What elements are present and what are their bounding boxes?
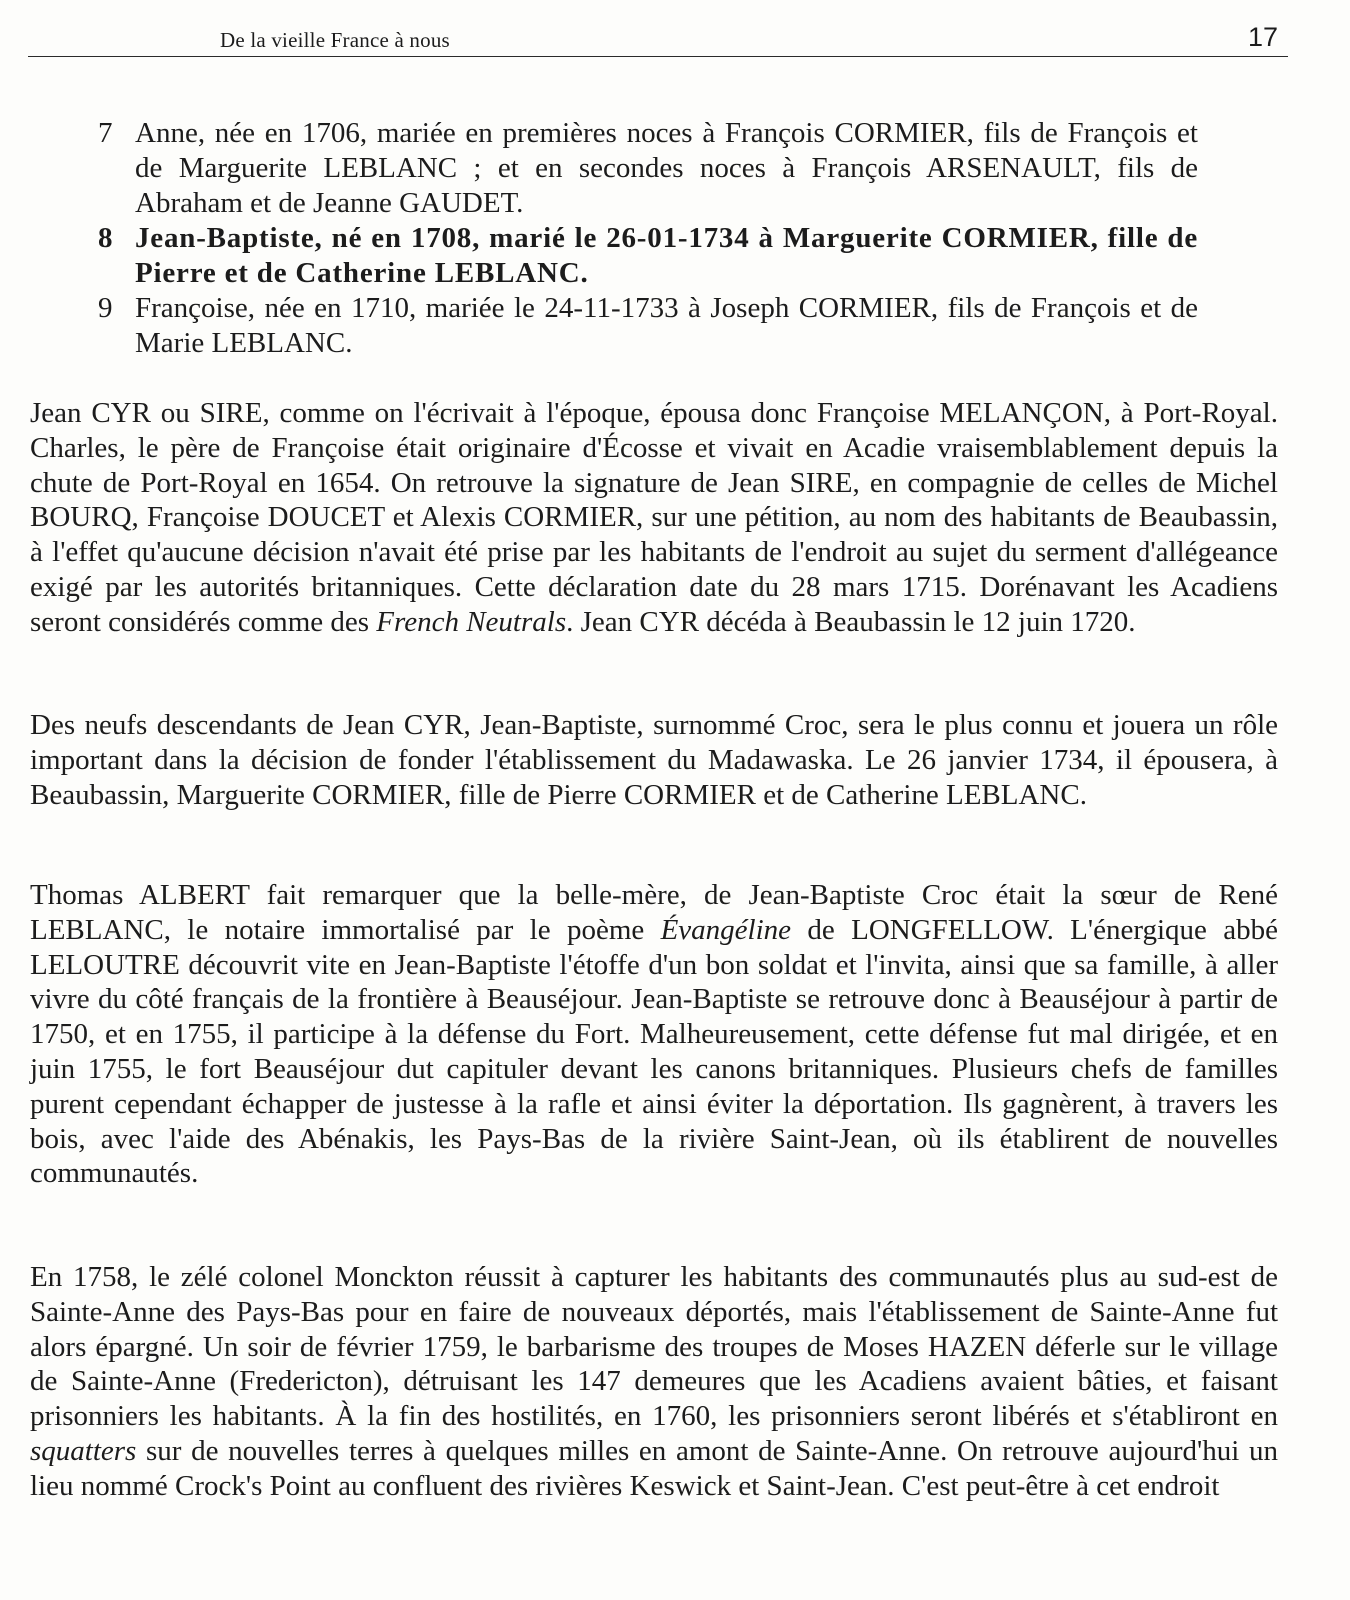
paragraph-text: Thomas ALBERT fait remarquer que la belle-mère, de Jean-Baptiste Croc était la sœur de René LEBLANC, le notaire immortalisé par le poème bbox=[30, 879, 1278, 946]
paragraph-text: Jean CYR ou SIRE, comme on l'écrivait à l'époque, épousa donc Françoise MELANÇON, à Port-Royal. Charles, le père de Françoise était originaire d'Écosse et vivait en Acadie vraisemblablement depuis la chute de Port-Royal en 1654. On retrouve la signature de Jean SIRE, en compagnie de celles de Michel BOURQ, Françoise DOUCET et Alexis CORMIER, sur une pétition, au nom des habitants de Beaubassin, à l'effet qu'aucune décision n'avait été prise par les habitants de l'endroit au sujet du serment d'allégeance exigé par les autorités britanniques. Cette déclaration date du 28 mars 1715. Dorénavant les Acadiens seront considérés comme des bbox=[30, 397, 1278, 638]
paragraph-text: Des neufs descendants de Jean CYR, Jean-Baptiste, surnommé Croc, sera le plus connu et jouera un rôle important dans la décision de fonder l'établissement du Madawaska. Le 26 janvier 1734, il épousera, à Beaubassin, Marguerite CORMIER, fille de Pierre CORMIER et de Catherine LEBLANC. bbox=[30, 709, 1278, 811]
page-header bbox=[28, 22, 1288, 57]
list-item-number: 8 bbox=[98, 222, 114, 254]
paragraph-italic-text: squatters bbox=[30, 1434, 137, 1467]
list-item-text: Françoise, née en 1710, mariée le 24-11-1733 à Joseph CORMIER, fils de François et de Marie LEBLANC. bbox=[135, 292, 1198, 359]
list-item bbox=[98, 116, 1198, 221]
list-item-number: 9 bbox=[98, 292, 113, 324]
list-item-text: Jean-Baptiste, né en 1708, marié le 26-01-1734 à Marguerite CORMIER, fille de Pierre et de Catherine LEBLANC. bbox=[135, 222, 1198, 289]
paragraph-italic-text: Évangéline bbox=[660, 913, 792, 946]
paragraph-italic-text: French Neutrals bbox=[376, 605, 567, 638]
list-item bbox=[98, 291, 1198, 361]
children-list bbox=[98, 116, 1198, 361]
paragraph-monckton bbox=[30, 1260, 1278, 1504]
list-item-number: 7 bbox=[98, 117, 113, 149]
paragraph-jean-cyr bbox=[30, 396, 1278, 640]
paragraph-text: . Jean CYR décéda à Beaubassin le 12 juin 1720. bbox=[566, 605, 1136, 638]
paragraph-descendants bbox=[30, 708, 1278, 812]
running-title: De la vieille France à nous bbox=[220, 28, 450, 52]
paragraph-text: de LONGFELLOW. L'énergique abbé LELOUTRE découvrit vite en Jean-Baptiste l'étoffe d'un bon soldat et l'invita, ainsi que sa famille, à aller vivre du côté français de la frontière à Beauséjour. Jean-Baptiste se retrouve donc à Beauséjour à partir de 1750, et en 1755, il participe à la défense du Fort. Malheureusement, cette défense fut mal dirigée, et en juin 1755, le fort Beauséjour dut capituler devant les canons britanniques. Plusieurs chefs de familles purent cependant échapper de justesse à la rafle et ainsi éviter la déportation. Ils gagnèrent, à travers les bois, avec l'aide des Abénakis, les Pays-Bas de la rivière Saint-Jean, où ils établirent de nouvelles communautés. bbox=[30, 913, 1278, 1190]
list-item-highlighted bbox=[98, 221, 1198, 291]
paragraph-text: sur de nouvelles terres à quelques milles en amont de Sainte-Anne. On retrouve aujourd'hui un lieu nommé Crock's Point au confluent des rivières Keswick et Saint-Jean. C'est peut-être à cet endroit bbox=[30, 1434, 1278, 1502]
paragraph-thomas-albert bbox=[30, 878, 1278, 1191]
page-number: 17 bbox=[1247, 22, 1278, 52]
paragraph-text: En 1758, le zélé colonel Monckton réussit à capturer les habitants des communautés plus au sud-est de Sainte-Anne des Pays-Bas pour en faire de nouveaux déportés, mais l'établissement de Sainte-Anne fut alors épargné. Un soir de février 1759, le barbarisme des troupes de Moses HAZEN déferle sur le village de Sainte-Anne (Fredericton), détruisant les 147 demeures que les Acadiens avaient bâties, et faisant prisonniers les habitants. À la fin des hostilités, en 1760, les prisonniers seront libérés et s'établiront en bbox=[30, 1261, 1278, 1433]
list-item-text: Anne, née en 1706, mariée en premières noces à François CORMIER, fils de François et de Marguerite LEBLANC ; et en secondes noces à François ARSENAULT, fils de Abraham et de Jeanne GAUDET. bbox=[135, 117, 1198, 219]
